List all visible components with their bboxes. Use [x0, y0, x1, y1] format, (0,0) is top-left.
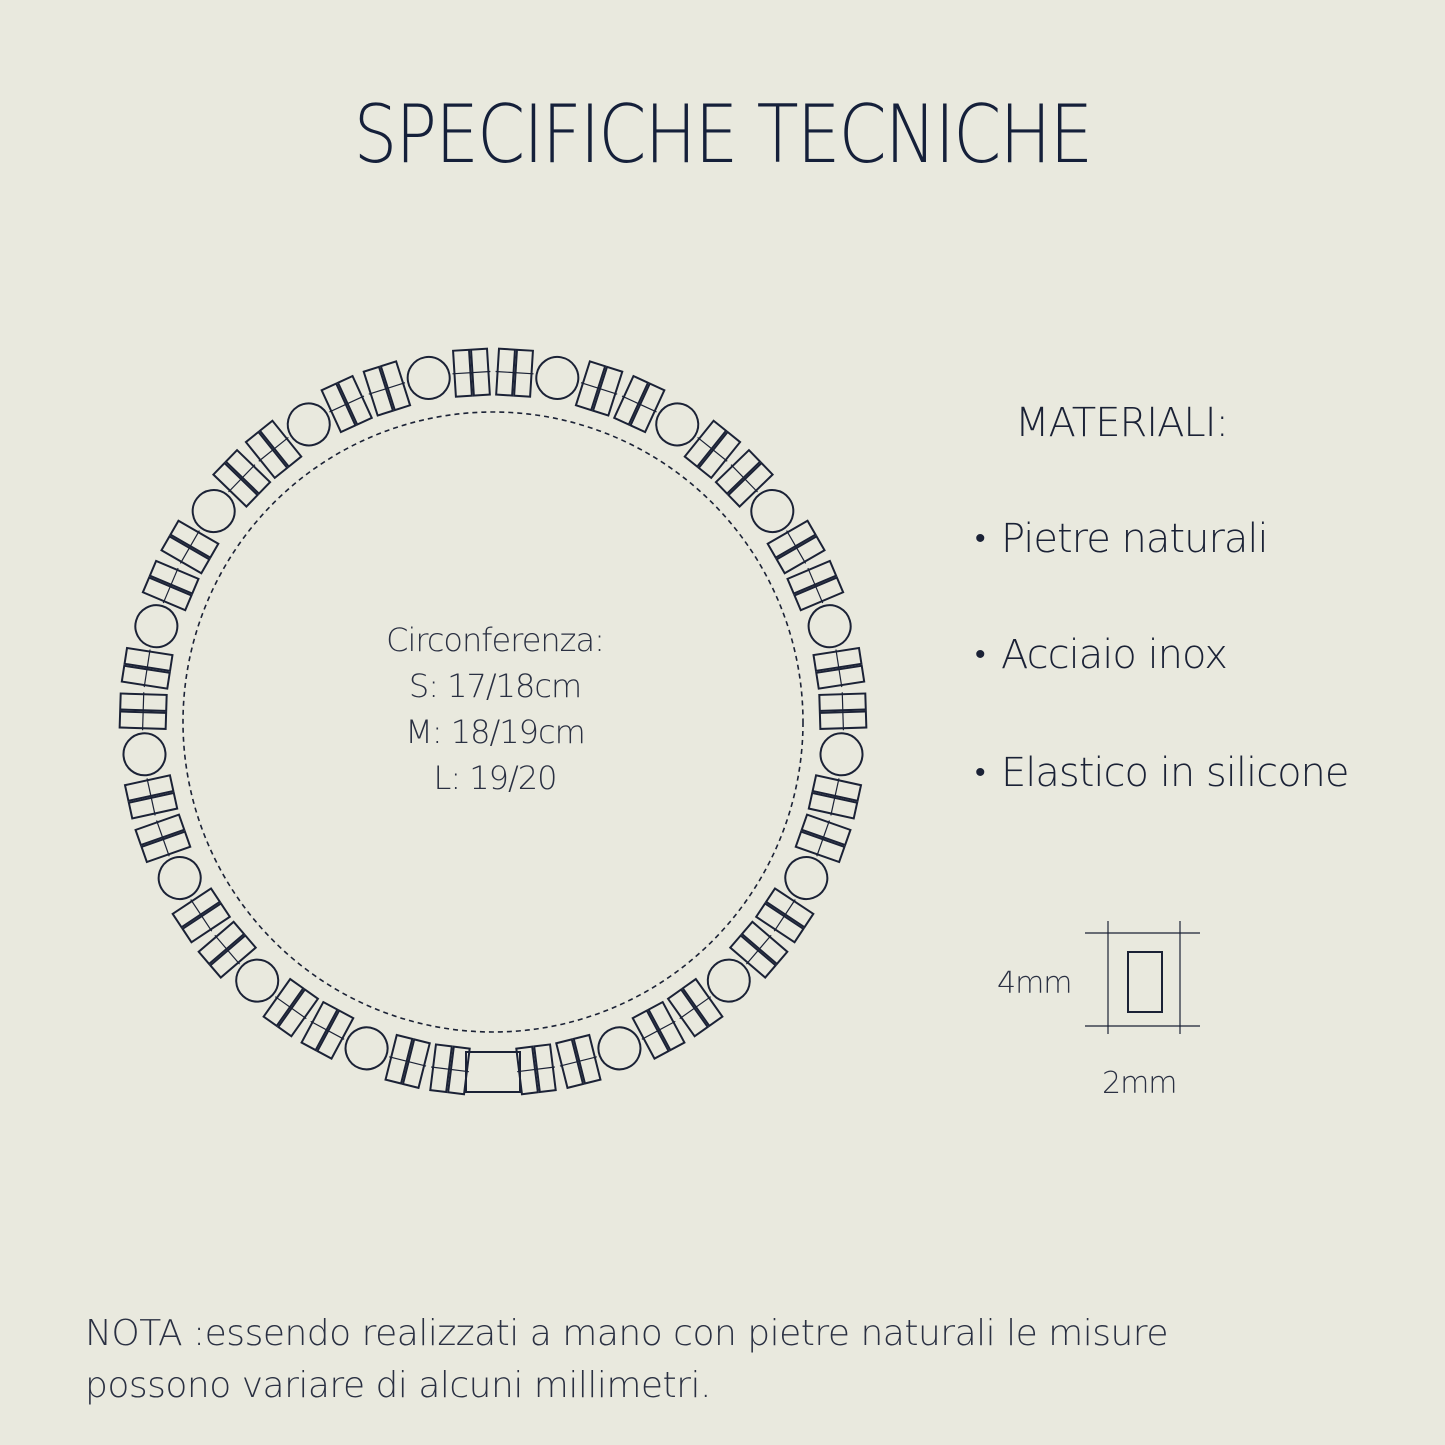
clasp-bead: [466, 1052, 520, 1092]
material-item: [975, 750, 1349, 796]
elastic-thread: [680, 997, 711, 1019]
bead: [554, 1034, 602, 1088]
bead: [813, 646, 864, 691]
elastic-thread: [787, 531, 806, 564]
note: [85, 1308, 1365, 1412]
bead: [819, 731, 865, 777]
bead: [808, 773, 861, 820]
elastic-thread: [774, 899, 795, 931]
size-m: M: 18/19cm: [405, 713, 585, 751]
bead: [320, 375, 374, 433]
bead: [120, 692, 167, 731]
bead: [533, 353, 582, 402]
elastic-thread: [275, 997, 306, 1019]
bead: [819, 692, 866, 731]
round-bead: [184, 482, 243, 541]
elastic-thread: [329, 396, 364, 412]
bead: [683, 419, 741, 479]
bead: [130, 600, 182, 652]
bead: [729, 920, 789, 979]
bullet-icon: •: [975, 521, 985, 556]
circumference-block: [330, 617, 660, 801]
materials-heading: MATERIALI:: [1015, 400, 1228, 446]
page-title: SPECIFICHE TECNICHE: [353, 88, 1092, 181]
round-bead: [404, 353, 453, 402]
bead: [404, 353, 453, 402]
bead: [574, 361, 624, 416]
round-bead: [130, 600, 182, 652]
note-line-1: NOTA :essendo realizzati a mano con pietre naturali le misure: [85, 1313, 1168, 1354]
bead: [494, 349, 535, 397]
bead: [122, 731, 168, 777]
width-label: 2mm: [1102, 1066, 1177, 1101]
round-bead: [819, 731, 865, 777]
height-label: 4mm: [997, 966, 1072, 1001]
elastic-thread: [698, 437, 728, 461]
bead: [125, 773, 178, 820]
elastic-thread: [622, 396, 657, 412]
elastic-thread: [215, 935, 240, 964]
bead: [197, 920, 257, 979]
elastic-thread: [642, 1021, 675, 1039]
elastic-thread: [191, 899, 212, 931]
bead-outline: [1128, 952, 1162, 1012]
round-bead: [743, 482, 802, 541]
elastic-thread: [746, 935, 771, 964]
material-item: [975, 632, 1227, 678]
bead: [743, 482, 802, 541]
bead: [300, 1001, 355, 1060]
round-bead: [122, 731, 168, 777]
material-label: Acciaio inox: [1001, 632, 1227, 678]
circumference-label: Circonferenza:: [386, 621, 604, 659]
material-label: Pietre naturali: [1001, 516, 1268, 562]
bead: [755, 887, 814, 944]
bead: [262, 978, 320, 1038]
round-bead: [804, 600, 856, 652]
bead: [666, 978, 724, 1038]
bead-dimension-diagram: [1080, 918, 1205, 1038]
elastic-thread: [311, 1021, 344, 1039]
material-label: Elastico in silicone: [1001, 750, 1349, 796]
round-bead: [533, 353, 582, 402]
bead: [631, 1001, 686, 1060]
bead: [466, 1052, 520, 1092]
elastic-thread: [163, 568, 178, 603]
bead: [244, 419, 302, 479]
bead: [121, 646, 172, 691]
bead: [172, 887, 231, 944]
elastic-thread: [143, 692, 144, 730]
elastic-thread: [259, 437, 289, 461]
bead: [451, 349, 492, 397]
bead: [612, 375, 666, 433]
bullet-icon: •: [975, 755, 985, 790]
bead: [384, 1034, 432, 1088]
elastic-thread: [180, 531, 199, 564]
material-item: [975, 516, 1268, 562]
bead: [362, 361, 412, 416]
size-s: S: 17/18cm: [408, 667, 582, 705]
size-l: L: 19/20: [433, 759, 557, 797]
note-line-2: possono variare di alcuni millimetri.: [85, 1365, 711, 1406]
elastic-thread: [808, 568, 823, 603]
elastic-thread: [842, 692, 843, 730]
bullet-icon: •: [975, 637, 985, 672]
bead: [184, 482, 243, 541]
bead: [804, 600, 856, 652]
